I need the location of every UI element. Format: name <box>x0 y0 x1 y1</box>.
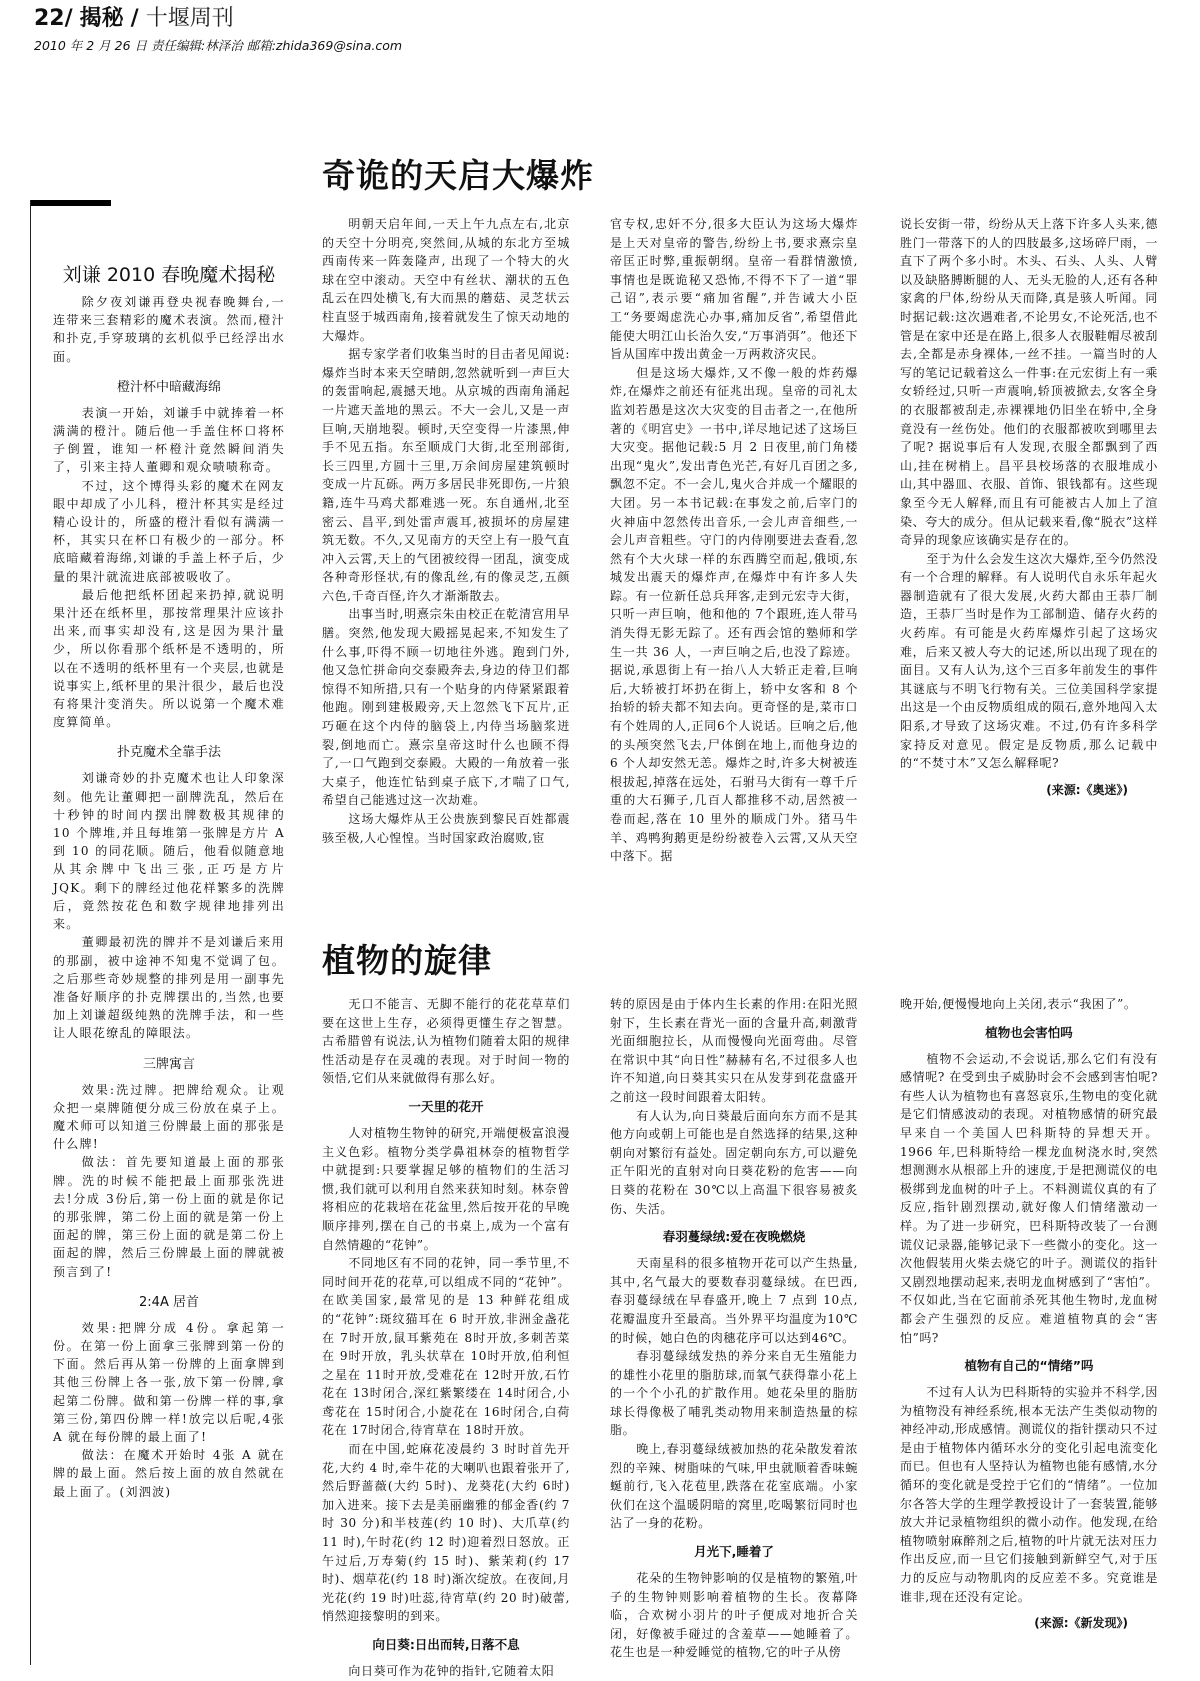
article2-column-1 <box>322 995 570 1681</box>
article-title: 奇诡的天启大爆炸 <box>322 156 594 195</box>
section-name: 揭秘 <box>79 6 124 31</box>
paragraph: 无口不能言、无脚不能行的花花草草们要在这世上生存，必须得更懂生存之智慧。古希腊曾有说法,认为植物们随着太阳的规律性活动是存在灵魂的表现。对于时间一物的领悟,它们从来就做得有那么好。 <box>322 997 570 1086</box>
paragraph: 效果:把牌分成 4份。拿起第一份。在第一份上面拿三张牌到第一份的下面。然后再从第一份牌的上面拿牌到其他三份牌上各一张,放下第一份牌,拿起第二份牌。做和第一份牌一样的事,拿第三份,第四份牌一样!放完以后呢,4张 A 就在每份牌的最上面了! <box>53 1320 285 1444</box>
paragraph: 花朵的生物钟影响的仅是植物的繁殖,叶子的生物钟则影响着植物的生长。夜幕降临，合欢树小羽片的叶子便成对地折合关闭，好像被手碰过的含羞草——她睡着了。花生也是一种爱睡觉的植物,它的叶子从傍 <box>610 1571 858 1660</box>
article1-column-3 <box>900 215 1158 798</box>
paragraph: 春羽蔓绿绒发热的养分来自无生殖能力的雄性小花里的脂肪球,而氧气获得靠小花上的一个个小孔的扩散作用。她花朵里的脂肪球长得像极了哺乳类动物用来制造热量的棕脂。 <box>610 1349 858 1438</box>
article-source: (来源:《奥迷》) <box>1046 782 1128 797</box>
paragraph: 说长安街一带，纷纷从天上落下许多人头来,德胜门一带落下的人的四肢最多,这场碎尸雨，一直下了两个多小时。木头、石头、人头、人臂以及缺胳膊断腿的人、无头无脸的人,还有各种家禽的尸体,纷纷从天而降,真是骇人听闻。同时据记载:这次遇难者,不论男女,不论死活,也不管是在家中还是在路上,很多人衣服鞋帽尽被刮去,全都是赤身裸体,一丝不挂。一篇当时的人写的笔记记载着这么一件事:在元宏街上有一乘女轿经过,只听一声震响,轿顶被掀去,女客全身的衣服都被刮走,赤裸裸地仍旧坐在轿中,全身竟没有一丝伤处。他们的衣服都被吹到哪里去了呢? 据说事后有人发现,衣服全都飘到了西山,挂在树梢上。昌平县校场落的衣服堆成小山,其中器皿、衣服、首饰、银钱都有。这些现象至今无人解释,而且有可能被古人加上了渲染、夸大的成分。但从记载来看,像“脱衣”这样奇异的现象应该确实是存在的。 <box>900 217 1158 548</box>
page-number: 22/ <box>34 6 73 31</box>
paragraph: 转的原因是由于体内生长素的作用:在阳光照射下，生长素在背光一面的含量升高,刺激背光面细胞拉长，从而慢慢向光面弯曲。尽管在常识中其“向日性”赫赫有名,不过很多人也许不知道,向日葵其实只在从发芽到花盘盛开之前这一段时间跟着太阳转。 <box>610 997 858 1104</box>
subheading: 2:4A 居首 <box>139 1294 199 1310</box>
subheading: 月光下,睡着了 <box>694 1544 774 1560</box>
paragraph: 晚开始,便慢慢地向上关闭,表示“我困了”。 <box>900 997 1137 1011</box>
subheading: 扑克魔术全靠手法 <box>116 745 221 761</box>
paragraph: 据专家学者们收集当时的目击者见闻说:爆炸当时本来天空晴朗,忽然就听到一声巨大的轰雷响起,震撼天地。从京城的西南角涌起一片遮天盖地的黑云。不大一会儿,又是一声巨响,天崩地裂。顿时,天空变得一片漆黑,伸手不见五指。东至顺成门大街,北至刑部街,长三四里,方圆十三里,万余间房屋建筑顿时变成一片瓦砾。两万多居民非死即伤,一片狼籍,连牛马鸡犬都难逃一死。东自通州,北至密云、昌平,到处雷声震耳,被损坏的房屋建筑无数。不久,又见南方的天空上有一股气直冲入云霄,天上的气团被绞得一团乱，演变成各种奇形怪状,有的像乱丝,有的像灵芝,五颜六色,千奇百怪,许久才渐渐散去。 <box>322 347 570 603</box>
subheading: 一天里的花开 <box>408 1098 484 1114</box>
sidebar-article <box>30 200 293 1665</box>
paragraph: 而在中国,蛇麻花凌晨约 3 时时首先开花,大约 4 时,牵牛花的大喇叭也跟着张开了,然后野蔷薇(大约 5时)、龙葵花(大约 6时)加入进来。接下去是美丽幽雅的郁金香(约 7 时 30 分)和半枝莲(约 10 时)、大爪草(约 11 时),午时花(约 12 时)迎着烈日怒放。正午过后,万寿菊(约 15 时)、紫茉莉(约 17时)、烟草花(约 18 时)渐次绽放。在夜间,月光花(约 19 时)吐蕊,待宵草(约 20 时)破蕾,悄然迎接黎明的到来。 <box>322 1442 570 1624</box>
paragraph: 但是这场大爆炸,又不像一般的炸药爆炸,在爆炸之前还有征兆出现。皇帝的司礼太监刘若愚是这次大灾变的目击者之一,在他所著的《明宫史》一书中,详尽地记述了这场巨大灾变。据他记载:5 月 2 日夜里,前门角楼出现“鬼火”,发出青色光芒,有好几百团之多,飘忽不定。不一会儿,鬼火合并成一个耀眼的大团。另一本书记载:在事发之前,后宰门的火神庙中忽然传出音乐,一会儿声音细些,一会儿声音粗些。守门的内侍刚要进去查看,忽然有个大火球一样的东西腾空而起,俄顷,东城发出震天的爆炸声,在爆炸中有许多人失踪。有一位新任总兵拜客,走到元宏寺大街，只听一声巨响，他和他的 7个跟班,连人带马消失得无影无踪了。还有西会馆的塾师和学生一共 36 人，一声巨响之后,也没了踪迹。据说,承恩街上有一抬八人大轿正走着,巨响后,大轿被打坏扔在街上，轿中女客和 8 个抬轿的轿夫都不知去向。更奇怪的是,菜市口有个姓周的人,正同6个人说话。巨响之后,他的头颅突然飞去,尸体倒在地上,而他身边的 6 个人却安然无恙。爆炸之时,许多大树被连根拔起,掉落在远处，石驸马大街有一尊千斤重的大石狮子,几百人都推移不动,居然被一卷而起,落在 10 里外的顺成门外。猪马牛羊、鸡鸭狗鹅更是纷纷被卷入云霄,又从天空中落下。据 <box>610 365 858 864</box>
paragraph: 至于为什么会发生这次大爆炸,至今仍然没有一个合理的解释。有人说明代自永乐年起火器制造就有了很大发展,火药大都由王恭厂制造，王恭厂当时是作为工部制造、储存火药的火药库。有可能是火药库爆炸引起了这场灾难，后来又被人夸大的记述,所以出现了现在的面目。又有人认为,这个三百多年前发生的事件其谜底与不明飞行物有关。三位美国科学家提出这是一个由反物质组成的陨石,意外地闯入太阳系,才导致了这场灾难。不过,仍有许多科学家持反对意见。假定是反物质,那么记载中的“不焚寸木”又怎么解释呢? <box>900 551 1158 771</box>
paragraph: 向日葵可作为花钟的指针,它随着太阳 <box>348 1664 555 1678</box>
paragraph: 官专权,忠奸不分,很多大臣认为这场大爆炸是上天对皇帝的警告,纷纷上书,要求熹宗皇帝匡正时弊,重振朝纲。皇帝一看群情激愤,事情也是既诡秘又恐怖,不得不下了一道“罪己诏”,表示要“痛加省醒”,并告诫大小臣工“务要竭虑洗心办事,痛加反省”,希望借此能使大明江山长治久安,“万事消弭”。他还下旨从国库中拨出黄金一万两救济灾民。 <box>610 217 858 362</box>
paragraph: 明朝天启年间,一天上午九点左右,北京的天空十分明亮,突然间,从城的东北方至城西南传来一阵轰隆声, 出现了一个特大的火球在空中滚动。天空中有丝状、潮状的五色乱云在四处横飞,有大而黑的蘑菇、灵芝状云柱直竖于城西南角,接着就发生了惊天动地的大爆炸。 <box>322 217 570 343</box>
date-editor-line: 2010 年 2 月 26 日 责任编辑:林泽治 邮箱:zhida369@sina.com <box>34 38 403 53</box>
paragraph: 有人认为,向日葵最后面向东方而不是其他方向或朝上可能也是自然选择的结果,这种朝向对繁衍有益处。固定朝向东方,可以避免正午阳光的直射对向日葵花粉的危害——向日葵的花粉在 30℃以上高温下很容易被炙伤、失活。 <box>610 1108 858 1216</box>
paragraph: 最后他把纸杯团起来扔掉,就说明果汁还在纸杯里，那按常理果汁应该扑出来,而事实却没有,这是因为果汁量少，所以你看那个纸杯是不透明的，所以在不透明的纸杯里有一个夹层,也就是说事实上,纸杯里的果汁很少，最后也没有将果汁变消失。所以说第一个魔术难度算简单。 <box>53 587 285 730</box>
paragraph: 不过有人认为巴科斯特的实验并不科学,因为植物没有神经系统,根本无法产生类似动物的神经冲动,形成感情。测谎仪的指针摆动只不过是由于植物体内循环水分的变化引起电流变化而已。但也有人坚持认为植物也能有感情,水分循环的变化就是受控于它们的“情绪”。一位加尔各答大学的生理学教授设计了一套装置,能够放大并记录植物组织的微小动作。他发现,在给植物喷射麻醉剂之后,植物的叶片就无法对压力作出反应,而一旦它们接触到新鲜空气,对于压力的反应与动物肌肉的反应差不多。究竟谁是谁非,现在还没有定论。 <box>900 1385 1158 1604</box>
paragraph: 天南星科的很多植物开花可以产生热量,其中,名气最大的要数春羽蔓绿绒。在巴西,春羽蔓绿绒在早春盛开,晚上 7 点到 10点,花瓣温度升至最高。当外界平均温度为10℃的时候，她白色的肉穗花序可以达到46℃。 <box>610 1256 858 1345</box>
paragraph: 不过，这个博得头彩的魔术在网友眼中却成了小儿科，橙汁杯其实是经过精心设计的，所盛的橙汁看似有满满一杯，其实只在杯口有极少的一部分。杯底暗藏着海绵,刘谦的手盖上杯子后，少量的果汁就流进底部被吸收了。 <box>53 478 285 584</box>
paragraph: 除夕夜刘谦再登央视春晚舞台,一连带来三套精彩的魔术表演。然而,橙汁和扑克,手穿玻璃的玄机似乎已经浮出水面。 <box>53 295 285 364</box>
paragraph: 做法：首先要知道最上面的那张牌。洗的时候不能把最上面那张洗进去!分成 3份后,第一份上面的就是你记的那张牌，第二份上面的就是第一份上面起的牌，第三份上面的就是第二份上面起的牌，然后三份牌最上面的牌就被预言到了! <box>53 1155 285 1279</box>
page-header <box>34 6 402 54</box>
sidebar-title: 刘谦 2010 春晚魔术揭秘 <box>62 264 276 286</box>
paragraph: 刘谦奇妙的扑克魔术也让人印象深刻。他先让董卿把一副牌洗乱，然后在十秒钟的时间内摆出牌数极其规律的 10 个牌堆,并且每堆第一张牌是方片 A 到 10 的同花顺。随后，他看似随意地从其余牌中飞出三张,正巧是方片 JQK。剩下的牌经过他花样繁多的洗牌后，竟然按花色和数字规律地排列出来。 <box>53 771 285 932</box>
paragraph: 表演一开始，刘谦手中就捧着一杯满满的橙汁。随后他一手盖住杯口将杯子倒置，谁知一杯橙汁竟然瞬间消失了，引来主持人董卿和观众啧啧称奇。 <box>53 405 285 475</box>
paragraph: 做法：在魔术开始时 4张 A 就在牌的最上面。然后按上面的放自然就在最上面了。(刘泗波) <box>53 1448 285 1499</box>
paper-name: 十堰周刊 <box>145 6 234 31</box>
subheading: 植物也会害怕吗 <box>985 1024 1073 1040</box>
article2-column-3 <box>900 995 1158 1631</box>
masthead-separator: / <box>130 6 139 31</box>
article1-column-2 <box>610 215 858 866</box>
paragraph: 晚上,春羽蔓绿绒被加热的花朵散发着浓烈的辛辣、树脂味的气味,甲虫就顺着香味蜿蜒前行,飞入花苞里,跌落在花室底端。小家伙们在这个温暖阴暗的窝里,吃喝繁衍同时也沾了一身的花粉。 <box>610 1442 858 1531</box>
paragraph: 植物不会运动,不会说话,那么它们有没有感情呢? 在受到虫子威胁时会不会感到害怕呢? 有些人认为植物也有喜怒哀乐,生物电的变化就是它们情感波动的表现。对植物感情的研究最早来自一个美国人巴科斯特的异想天开。1966 年,巴科斯特给一棵龙血树浇水时,突然想测测水从根部上升的速度,于是把测谎仪的电极绑到龙血树的叶子上。不料测谎仪真的有了反应,指针剧烈摆动,就好像人们情绪激动一样。为了进一步研究，巴科斯特改装了一台测谎仪记录器,能够记录下一些微小的变化。这一次他假装用火柴去烧它的叶子。测谎仪的指针又剧烈地摆动起来,表明龙血树感到了“害怕”。不仅如此,当在它面前杀死其他生物时,龙血树都会产生强烈的反应。难道植物真的会“害怕”吗? <box>900 1051 1158 1345</box>
subheading: 三牌寓言 <box>142 1056 195 1072</box>
article-title: 植物的旋律 <box>322 941 492 980</box>
paragraph: 董卿最初洗的牌并不是刘谦后来用的那副，被中途神不知鬼不觉调了包。之后那些奇妙规整的排列是用一副事先准备好顺序的扑克牌摆出的,当然,也要加上刘谦超级纯熟的洗牌手法，和一些让人眼花缭乱的障眼法。 <box>53 935 285 1041</box>
subheading: 春羽蔓绿绒:爱在夜晚燃烧 <box>662 1229 806 1245</box>
article-source: (来源:《新发现》) <box>1034 1616 1128 1631</box>
paragraph: 出事当时,明熹宗朱由校正在乾清宫用早膳。突然,他发现大殿摇晃起来,不知发生了什么事,吓得不顾一切地往外逃。跑到门外,他又急忙拼命向交泰殿奔去,身边的侍卫们都惊得不知所措,只有一个贴身的内侍紧紧跟着他跑。刚到建极殿旁,天上忽然飞下瓦片,正巧砸在这个内侍的脑袋上,内侍当场脑浆迸裂,倒地而亡。熹宗皇帝这时什么也顾不得了,一口气跑到交泰殿。大殿的一角放着一张大桌子，他连忙钻到桌子底下,才喘了口气,希望自己能逃过这一次劫难。 <box>322 607 570 808</box>
article2-column-2 <box>610 995 858 1662</box>
subheading: 植物有自己的“情绪”吗 <box>964 1358 1094 1374</box>
paragraph: 这场大爆炸从王公贵族到黎民百姓都震骇至极,人心惶惶。当时国家政治腐败,宦 <box>322 812 570 845</box>
article1-column-1 <box>322 215 570 847</box>
subheading: 向日葵:日出而转,日落不息 <box>372 1637 520 1652</box>
paragraph: 人对植物生物钟的研究,开端便极富浪漫主义色彩。植物分类学鼻祖林奈的植物哲学中就提到:只要掌握足够的植物们的生活习惯,我们就可以利用自然来获知时刻。林奈曾将相应的花栽培在花盆里,然后按开花的早晚顺序排列,摆在自己的书桌上,成为一个富有自然情趣的“花钟”。 <box>322 1125 570 1252</box>
paragraph: 效果:洗过牌。把牌给观众。让观众把一桌牌随便分成三份放在桌子上。魔术师可以知道三份牌最上面的那张是什么牌! <box>53 1082 285 1152</box>
subheading: 橙汁杯中暗藏海绵 <box>116 379 221 395</box>
sidebar-rule <box>31 200 111 206</box>
paragraph: 不同地区有不同的花钟，同一季节里,不同时间开花的花草,可以组成不同的“花钟”。在欧美国家,最常见的是 13 种鲜花组成的“花钟”:斑纹猫耳在 6 时开放,非洲金盏花在 7时开放,鼠耳紫苑在 8时开放,多刺苦菜在 9时开放，乳头状草在 10时开放,伯利恒之星在 11时开放,受难花在 12时开放,石竹花在 13时闭合,深红紫繁缕在 14时闭合,小鸢花在 15时闭合,小旋花在 16时闭合,白荷花在 17时闭合,待宵草在 18时开放。 <box>322 1256 570 1438</box>
masthead <box>34 6 402 32</box>
